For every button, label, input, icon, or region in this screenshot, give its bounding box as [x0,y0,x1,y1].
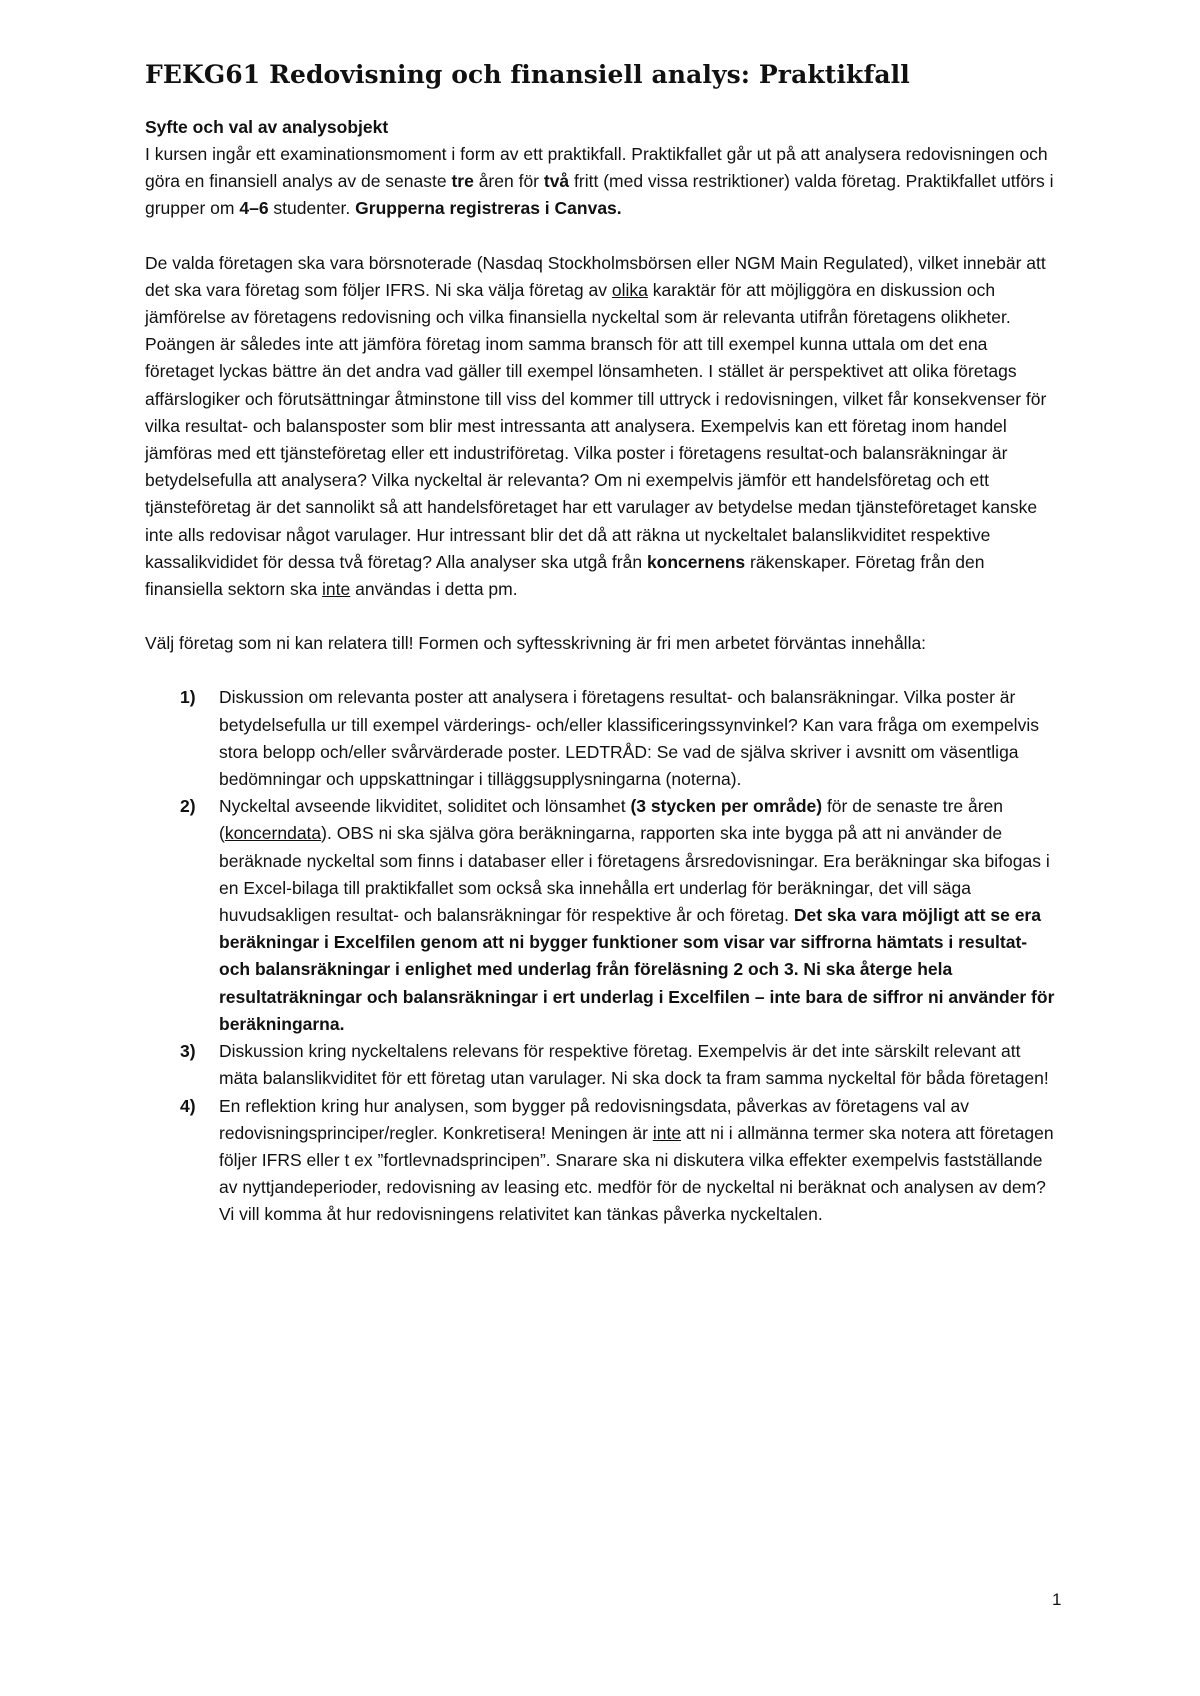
text: för de senaste tre åren ( [219,796,1004,844]
list-item [145,793,1060,1038]
bold-text: tre [451,171,474,192]
text: De valda företagen ska vara börsnoterade (Nasdaq Stockholmsbörsen eller NGM Main Regulated), vilket innebär att det ska vara företag som följer IFRS. Ni ska välja företag av [145,252,1046,300]
text: En reflektion kring hur analysen, som bygger på redovisningsdata, påverkas av företagens val av redovisningsprinciper/regler. Konkretisera! Meningen är [219,1095,970,1143]
underlined-text: inte [322,579,351,600]
list-number: 2) [180,796,196,817]
text: fritt (med vissa restriktioner) valda företag. Praktikfallet utförs i grupper om [145,171,1054,219]
bold-text: Det ska vara möjligt att se era beräkningar i Excelfilen genom att ni bygger funktioner som visar var siffrorna hämtats i resultat- och balansräkningar i enlighet med underlag från föreläsning 2 och 3. Ni ska återge hela resultaträkningar och balansräkningar i ert underlag i Excelfilen – inte bara de siffror ni använder för beräkningarna. [219,905,1055,1034]
page-number: 1 [1052,1590,1062,1609]
text: räkenskaper. Företag från den finansiella sektorn ska [145,551,985,600]
text: studenter. [268,198,356,219]
text: Diskussion kring nyckeltalens relevans för respektive företag. Exempelvis är det inte särskilt relevant att mäta balanslikviditet för ett företag utan varulager. Ni ska dock ta fram samma nyckeltal för båda företagen! [219,1041,1049,1089]
text: ). OBS ni ska själva göra beräkningarna, rapporten ska inte bygga på att ni använder de beräknade nyckeltal som finns i databaser eller i företagens årsredovisningar. Era beräkningar ska bifogas i en Excel-bilaga till praktikfallet som också ska innehålla ert underlag för beräkningar, det vill säga huvudsakligen resultat- och balansräkningar för respektive år och företag. [219,823,1050,926]
list-item [145,684,1060,793]
text: användas i detta pm. [350,579,518,600]
bold-text: 4–6 [239,198,269,219]
section-heading: Syfte och val av analysobjekt [145,117,389,137]
expectations-paragraph: Välj företag som ni kan relatera till! Formen och syftesskrivning är fri men arbetet förväntas innehålla: [145,633,927,654]
text: att ni i allmänna termer ska notera att företagen följer IFRS eller t ex ”fortlevnadsprincipen”. Snarare ska ni diskutera vilka effekter exempelvis fastställande av nyttjandeperioder, redovisning av leasing etc. medför för de nyckeltal ni beräknat och analysen av dem? Vi vill komma åt hur redovisningens relativitet kan tänkas påverka nyckeltalen. [219,1122,1054,1225]
list-number: 1) [180,687,196,708]
list-number: 4) [180,1095,196,1116]
bold-text: (3 stycken per område) [630,796,823,817]
page-content [145,58,1060,1229]
page-title: FEKG61 Redovisning och finansiell analys: Praktikfall [145,60,910,89]
selection-paragraph [145,250,1060,604]
requirements-list [145,684,1060,1228]
text: Diskussion om relevanta poster att analysera i företagens resultat- och balansräkningar. Vilka poster är betydelsefulla ur till exempel värderings- och/eller klassificeringssynvinkel? Kan vara fråga om exempelvis stora belopp och/eller svårvärderade poster. LEDTRÅD: Se vad de själva skriver i avsnitt om väsentliga bedömningar och uppskattningar i tilläggsupplysningarna (noterna). [219,687,1039,790]
list-item [145,1093,1060,1229]
list-number: 3) [180,1041,196,1062]
bold-text: koncernens [646,551,746,572]
bold-text: Grupperna registreras i Canvas. [355,198,622,219]
text: karaktär för att möjliggöra en diskussion och jämförelse av företagens redovisning och vilka finansiella nyckeltal som är relevanta utifrån företagens olikheter. Poängen är således inte att jämföra företag inom samma bransch för att till exempel kunna uttala om det ena företaget lyckas bättre än det andra vad gäller till exempel lönsamheten. I stället är perspektivet att olika företags affärslogiker och förutsättningar åtminstone till viss del kommer till uttryck i redovisningen, vilket får konsekvenser för vilka resultat- och balansposter som blir mest intressanta att analysera. Exempelvis kan ett företag inom handel jämföras med ett tjänsteföretag eller ett industriföretag. Vilka poster i företagens resultat-och balansräkningar är betydelsefulla att analysera? Vilka nyckeltal är relevanta? Om ni exempelvis jämför ett handelsföretag och ett tjänsteföretag är det sannolikt så att handelsföretaget har ett varulager av betydelse medan tjänsteföretaget kanske inte alls redovisar något varulager. Hur intressant blir det då att räkna ut nyckeltalet balanslikviditet respektive kassalikvididet för dessa två företag? Alla analyser ska utgå från [145,279,1047,572]
underlined-text: olika [611,279,648,300]
intro-paragraph [145,141,1060,223]
list-item [145,1038,1060,1092]
underlined-text: inte [652,1122,682,1143]
text: Nyckeltal avseende likviditet, soliditet och lönsamhet [219,796,631,817]
text: I kursen ingår ett examinationsmoment i form av ett praktikfall. Praktikfallet går ut på att analysera redovisningen och göra en finansiell analys av de senaste [145,144,1048,192]
underlined-text: koncerndata [224,823,322,844]
bold-text: två [543,171,570,192]
text: åren för [473,171,544,192]
